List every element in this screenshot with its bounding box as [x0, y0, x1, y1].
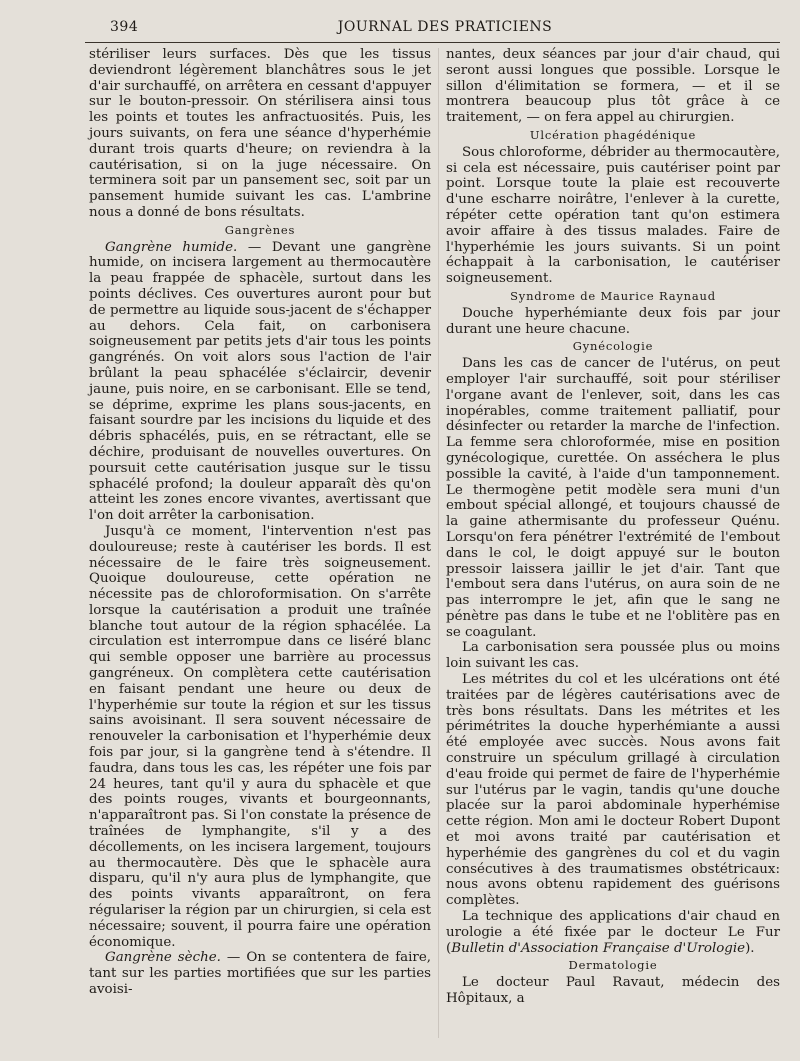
paragraph-text: La technique des applications d'air chaud en urologie a été fixée par le docteur Le Fur ( — [446, 909, 780, 956]
paragraph: Douche hyperhémiante deux fois par jour durant une heure chacune. — [446, 305, 780, 337]
section-heading-raynaud: Syndrome de Maurice Raynaud — [510, 288, 716, 303]
subheading-gangrene-humide: Gangrène humide. — [105, 239, 238, 255]
right-column — [446, 47, 780, 1007]
header-rule — [85, 42, 780, 43]
page-header — [110, 17, 780, 39]
paragraph: stériliser leurs surfaces. Dès que les tissus deviendront légèrement blanchâtres sous le jet d'air surchauffé, on arrêtera en cessant d'appuyer sur le bouton-pressoir. On stérilisera ainsi tous les points et toutes les anfractuosités. Puis, les jours suivants, on fera une séance d'hyperhémie durant trois quarts d'heure; on reviendra à la cautérisation, si on la juge nécessaire. On terminera soit par un pansement sec, soit par un pansement humide suivant les cas. L'ambrine nous a donné de bons résultats. — [89, 47, 431, 220]
paragraph: La carbonisation sera poussée plus ou moins loin suivant les cas. — [446, 640, 780, 672]
subheading-gangrene-seche: Gangrène sèche. — [105, 950, 221, 966]
paragraph: nantes, deux séances par jour d'air chaud, qui seront aussi longues que possible. Lorsque le sillon d'élimitation se formera, — et il se montrera beaucoup plus tôt grâce à ce traitement, — on fera appel au chirurgien. — [446, 47, 780, 126]
paragraph-gangrene-humide — [89, 240, 431, 524]
citation: Bulletin d'Association Française d'Urologie — [451, 940, 746, 956]
journal-title: JOURNAL DES PRATICIENS — [337, 19, 553, 35]
section-heading-gangrenes: Gangrènes — [224, 222, 296, 237]
paragraph: Les métrites du col et les ulcérations ont été traitées par de légères cautérisations avec de très bons résultats. Dans les métrites et les périmétrites la douche hyperhémiante a aussi été employée avec succès. Nous avons fait construire un spéculum grillagé à circulation d'eau froide qui permet de faire de l'hyperhémie sur l'utérus par le vagin, tandis qu'une douche placée sur la paroi abdominale hyperhémise cette région. Mon ami le docteur Robert Dupont et moi avons traité par cautérisation et hyperhémie des gangrènes du col et du vagin consécutives à des traumatismes obstétricaux: nous avons obtenu rapidement des guérisons complètes. — [446, 672, 780, 909]
paragraph: Dans les cas de cancer de l'utérus, on peut employer l'air surchauffé, soit pour stériliser l'organe avant de l'enlever, soit, dans les cas inopérables, comme traitement palliatif, pour désinfecter ou retarder la marche de l'infection. La femme sera chloroformée, mise en position gynécologique, curettée. On asséchera le plus possible la cavité, à l'aide d'un tamponnement. Le thermogène petit modèle sera muni d'un embout spécial allongé, et toujours chaussé de la gaine athermisante du professeur Quénu. Lorsqu'on fera pénétrer l'extrémité de l'embout dans le col, le doigt appuyé sur le bouton pressoir laissera jaillir le jet d'air. Tant que l'embout sera dans l'utérus, on aura soin de ne pas interrompre le jet, afin que le sang ne pénètre pas dans le tube et ne l'oblitère pas en se coagulant. — [446, 356, 780, 640]
page-number: 394 — [110, 19, 139, 35]
paragraph-text: — Devant une gangrène humide, on incisera largement au thermocautère la peau frappée de sphacèle, surtout dans les points déclives. Ces ouvertures auront pour but de permettre au liquide sous-jacent de s'échapper au dehors. Cela fait, on carbonisera soigneusement par petits jets d'air tous les points gangrénés. On voit alors sous l'action de l'air brûlant la peau sphacélée s'éclaircir, devenir jaune, puis noire, en se carbonisant. Elle se tend, se déprime, exprime les plans sous-jacents, en faisant sourdre par les incisions du liquide et des débris sphacélés, puis, en se rétractant, elle se déchire, produisant de nouvelles ouvertures. On poursuit cette cautérisation jusque sur le tissu sphacélé profond; la douleur apparaît dès qu'on atteint les zones encore vivantes, avertissant que l'on doit arrêter la carbonisation. — [89, 239, 431, 524]
paragraph: Jusqu'à ce moment, l'intervention n'est pas douloureuse; reste à cautériser les bords. Il est nécessaire de le faire très soigneusement. Quoique douloureuse, cette opération ne nécessite pas de chloroformisation. On s'arrête lorsque la cautérisation a produit une traînée blanche tout autour de la région sphacélée. La circulation est interrompue dans ce liséré blanc qui semble opposer une barrière au processus gangréneux. On complètera cette cautérisation en faisant pendant une heure ou deux de l'hyperhémie sur toute la région et sur les tissus sains avoisinant. Il sera souvent nécessaire de renouveler la carbonisation et l'hyperhémie deux fois par jour, si la gangrène tend à s'étendre. Il faudra, dans tous les cas, les répéter une fois par 24 heures, tant qu'il y aura du sphacèle et que des points rouges, vivants et bourgeonnants, n'apparaîtront pas. Si l'on constate la présence de traînées de lymphangite, s'il y a des décollements, on les incisera largement, toujours au thermocautère. Dès que le sphacèle aura disparu, qu'il n'y aura plus de lymphangite, que des points vivants apparaîtront, on fera régulariser la région par un chirurgien, si cela est nécessaire; souvent, il pourra faire une opération économique. — [89, 523, 431, 950]
section-heading-gynecologie: Gynécologie — [572, 339, 654, 354]
section-heading-ulceration: Ulcération phagédénique — [529, 127, 697, 142]
paragraph-urologie — [446, 909, 780, 956]
column-divider — [438, 48, 439, 1038]
paragraph-gangrene-seche — [89, 950, 431, 997]
left-column — [89, 47, 431, 998]
paragraph-text: ). — [745, 940, 755, 956]
section-heading-dermatologie: Dermatologie — [568, 958, 658, 973]
paragraph: Sous chloroforme, débrider au thermocautère, si cela est nécessaire, puis cautériser point par point. Lorsque toute la plaie est recouverte d'une escharre noirâtre, l'enlever à la curette, répéter cette opération tant qu'on estimera avoir affaire à des tissus malades. Faire de l'hyperhémie les jours suivants. Si un point échappait à la carbonisation, le cautériser soigneusement. — [446, 144, 780, 287]
paragraph-text: — On se contentera de faire, tant sur les parties mortifiées que sur les parties avoisi- — [89, 950, 431, 998]
paragraph: Le docteur Paul Ravaut, médecin des Hôpitaux, a — [446, 975, 780, 1007]
